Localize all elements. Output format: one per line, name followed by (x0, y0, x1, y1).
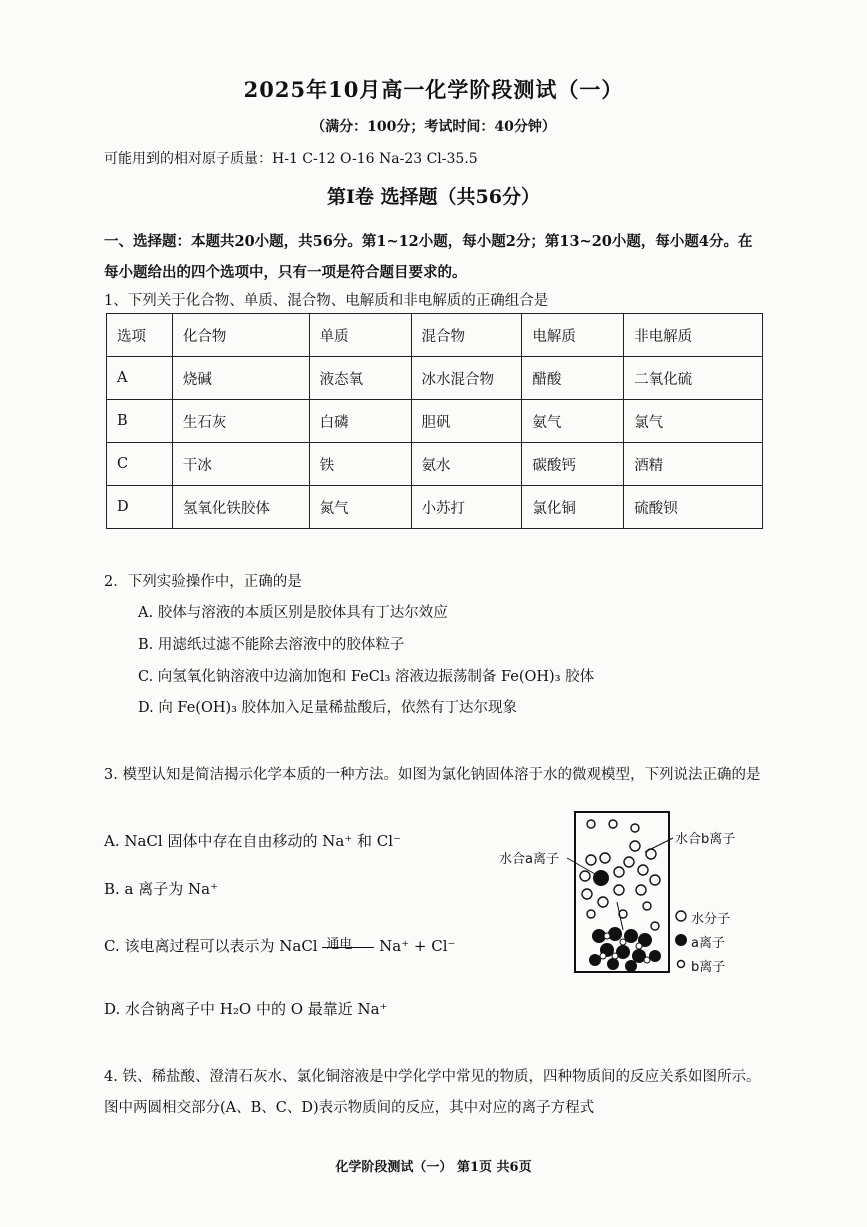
table-cell: 选项 (107, 314, 173, 357)
equation-reactant: C. 该电离过程可以表示为 NaCl (104, 937, 318, 955)
table-cell: D (107, 486, 173, 529)
q2-stem: 2．下列实验操作中，正确的是 (104, 574, 302, 590)
table-cell: 硫酸钡 (624, 486, 763, 529)
table-header-row (107, 314, 763, 357)
q2-option-d: D. 向 Fe(OH)₃ 胶体加入足量稀盐酸后，依然有丁达尔现象 (138, 700, 518, 716)
table-cell: 碳酸钙 (522, 443, 624, 486)
label-hydrated-a: 水合a离子 (499, 852, 559, 867)
table-cell: 氨水 (411, 443, 522, 486)
table-cell: 氨气 (522, 400, 624, 443)
legend-water: 水分子 (691, 912, 731, 927)
legend-ion-a: a离子 (691, 936, 725, 951)
table-cell: 酒精 (624, 443, 763, 486)
q1-stem: 1、下列关于化合物、单质、混合物、电解质和非电解质的正确组合是 (104, 293, 549, 309)
q2-option-c: C. 向氢氧化钠溶液中边滴加饱和 FeCl₃ 溶液边振荡制备 Fe(OH)₃ 胶体 (138, 669, 595, 685)
q4-stem: 4. 铁、稀盐酸、澄清石灰水、氯化铜溶液是中学化学中常见的物质，四种物质间的反应关系如图所示。图中两圆相交部分(A、B、C、D)表示物质间的反应，其中对应的离子方程式 (104, 1069, 761, 1116)
table-cell: 生石灰 (172, 400, 309, 443)
table-row (107, 486, 763, 529)
table-cell: 铁 (309, 443, 411, 486)
q3-option-b: B. a 离子为 Na⁺ (104, 880, 219, 898)
table-cell: 非电解质 (624, 314, 763, 357)
equation-products: Na⁺ + Cl⁻ (379, 937, 456, 955)
table-cell: 混合物 (411, 314, 522, 357)
exam-title: 2025年10月高一化学阶段测试（一） (243, 77, 624, 102)
section-title: 第Ⅰ卷 选择题（共56分） (327, 186, 540, 208)
table-cell: 电解质 (522, 314, 624, 357)
q3-option-c (104, 935, 455, 956)
equation-condition: 通电 (326, 937, 353, 952)
table-cell: 二氧化硫 (624, 357, 763, 400)
table-cell: 干冰 (172, 443, 309, 486)
table-row (107, 400, 763, 443)
table-cell: 冰水混合物 (411, 357, 522, 400)
table-cell: 胆矾 (411, 400, 522, 443)
table-cell: 氢氧化铁胶体 (172, 486, 309, 529)
legend-ion-b: b离子 (691, 960, 726, 975)
atomic-masses: 可能用到的相对原子质量：H-1 C-12 O-16 Na-23 Cl-35.5 (104, 151, 478, 167)
q1-table (106, 313, 763, 529)
nacl-dissolution-figure (495, 810, 765, 980)
table-row (107, 357, 763, 400)
table-cell: B (107, 400, 173, 443)
table-cell: 烧碱 (172, 357, 309, 400)
section-instructions: 一、选择题：本题共20小题，共56分。第1~12小题，每小题2分；第13~20小题，每小题4分。在每小题给出的四个选项中，只有一项是符合题目要求的。 (104, 233, 753, 281)
exam-subtitle: （满分：100分；考试时间：40分钟） (311, 119, 556, 135)
table-cell: 氯化铜 (522, 486, 624, 529)
table-cell: 氮气 (309, 486, 411, 529)
q2-option-b: B. 用滤纸过滤不能除去溶液中的胶体粒子 (138, 637, 405, 653)
table-cell: 醋酸 (522, 357, 624, 400)
table-cell: 氯气 (624, 400, 763, 443)
table-cell: 化合物 (172, 314, 309, 357)
q3-option-a: A. NaCl 固体中存在自由移动的 Na⁺ 和 Cl⁻ (104, 832, 401, 850)
table-cell: A (107, 357, 173, 400)
table-cell: C (107, 443, 173, 486)
equation-arrow (322, 937, 374, 956)
table-cell: 白磷 (309, 400, 411, 443)
table-cell: 单质 (309, 314, 411, 357)
label-hydrated-b: 水合b离子 (675, 832, 736, 847)
table-cell: 液态氧 (309, 357, 411, 400)
q3-option-d: D. 水合钠离子中 H₂O 中的 O 最靠近 Na⁺ (104, 1000, 388, 1018)
table-cell: 小苏打 (411, 486, 522, 529)
q3-stem: 3. 模型认知是简洁揭示化学本质的一种方法。如图为氯化钠固体溶于水的微观模型，下列说法正确的是 (104, 767, 761, 783)
q2-option-a: A. 胶体与溶液的本质区别是胶体具有丁达尔效应 (138, 605, 448, 621)
table-row (107, 443, 763, 486)
page-footer: 化学阶段测试（一） 第1页 共6页 (335, 1160, 532, 1175)
